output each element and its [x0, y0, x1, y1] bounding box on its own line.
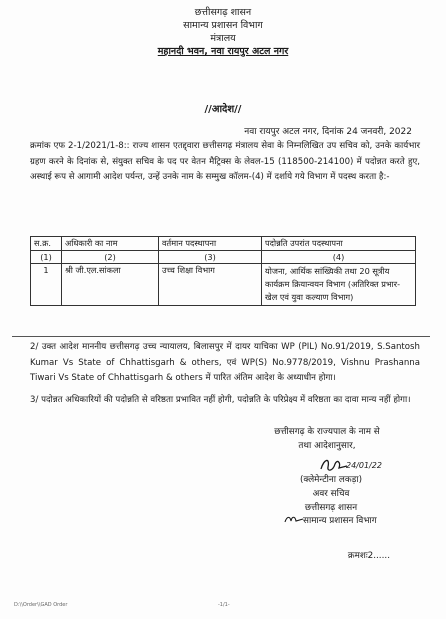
table-row: [31, 264, 416, 306]
col-header-officer: अधिकारी का नाम: [62, 237, 159, 251]
col-header-current-posting: वर्तमान पदस्थापना: [159, 237, 262, 251]
posting-table: [30, 236, 416, 306]
col-number: (4): [262, 251, 416, 264]
date-line: नवा रायपुर अटल नगर, दिनांक 24 जनवरी, 2022: [244, 127, 412, 137]
signatory-name: (क्लेमेन्टीना लकड़ा): [299, 475, 363, 485]
initials-mark: [283, 513, 305, 525]
signatory-govt: छत्तीसगढ़ शासन: [304, 503, 358, 513]
signature-line-2: तथा आदेशानुसार,: [298, 441, 356, 451]
signature-line-1: छत्तीसगढ़ के राज्यपाल के नाम से: [274, 427, 380, 437]
department-name: सामान्य प्रशासन विभाग: [183, 20, 263, 31]
current-posting-cell: उच्च शिक्षा विभाग: [159, 264, 262, 306]
col-number: (1): [31, 251, 62, 264]
ministry-name: मंत्रालय: [210, 33, 236, 44]
handwritten-date: 24/01/22: [346, 461, 382, 470]
footer-file-path: D:\\Order\\GAD Order: [14, 602, 68, 608]
table-header-row: [31, 237, 416, 251]
continuation-marker: क्रमशः2......: [347, 551, 390, 561]
signatory-department: सामान्य प्रशासन विभाग: [303, 516, 377, 526]
col-header-new-posting: पदोन्नति उपरांत पदस्थापना: [262, 237, 416, 251]
intro-paragraph: क्रमांक एफ 2-1/2021/1-8:: राज्य शासन एतद्द्वारा छत्तीसगढ़ मंत्रालय सेवा के निम्नलिखित उप सचिव को, उनके कार्यभार ग्रहण करने के दिनांक से, संयुक्त सचिव के पद पर वेतन मैट्रिक्स के लेवल-15 (118500-214100) में पदोन्नत करते हुए, अस्थाई रूप से आगामी आदेश पर्यन्त, उन्हें उनके नाम के सम्मुख कॉलम-(4) में दर्शाये गये विभाग में पदस्थ करता है:-: [30, 141, 420, 182]
col-header-serial: स.क्र.: [31, 237, 62, 251]
signatory-block: [256, 473, 406, 515]
divider: [12, 336, 430, 337]
new-posting-cell: योजना, आर्थिक सांख्यिकी तथा 20 सूत्रीय कार्यक्रम क्रियान्वयन विभाग (अतिरिक्त प्रभार-खेल एवं युवा कल्याण विभाग): [262, 264, 416, 306]
order-title: //आदेश//: [204, 104, 242, 115]
paragraph-2: 2/ उक्त आदेश माननीय छत्तीसगढ़ उच्च न्यायालय, बिलासपुर में दायर याचिका WP (PIL) No.91/2019, S.Santosh Kumar Vs State of Chhattisgarh & others, एवं WP(S) No.9778/2019, Vishnu Prashanna Tiwari Vs State of Chhattisgarh & others में पारित अंतिम आदेश के अध्याधीन होगा।: [30, 342, 420, 383]
footer-page-number: -1/1-: [218, 602, 230, 608]
col-number: (2): [62, 251, 159, 264]
signatory-designation: अवर सचिव: [312, 489, 350, 499]
officer-name-cell: श्री जी.एल.सांकला: [62, 264, 159, 306]
govt-name: छत्तीसगढ़ शासन: [194, 7, 252, 18]
col-number: (3): [159, 251, 262, 264]
serial-cell: 1: [31, 264, 62, 306]
signature-authority: [232, 425, 422, 453]
paragraph-3: 3/ पदोन्नत अधिकारियों की पदोन्नति से वरिष्ठता प्रभावित नहीं होगी, पदोन्नति के परिप्रेक्ष्य में वरिष्ठता का दावा मान्य नहीं होगा।: [30, 395, 411, 405]
table-colnum-row: [31, 251, 416, 264]
address-line: महानदी भवन, नवा रायपुर अटल नगर: [157, 46, 289, 57]
